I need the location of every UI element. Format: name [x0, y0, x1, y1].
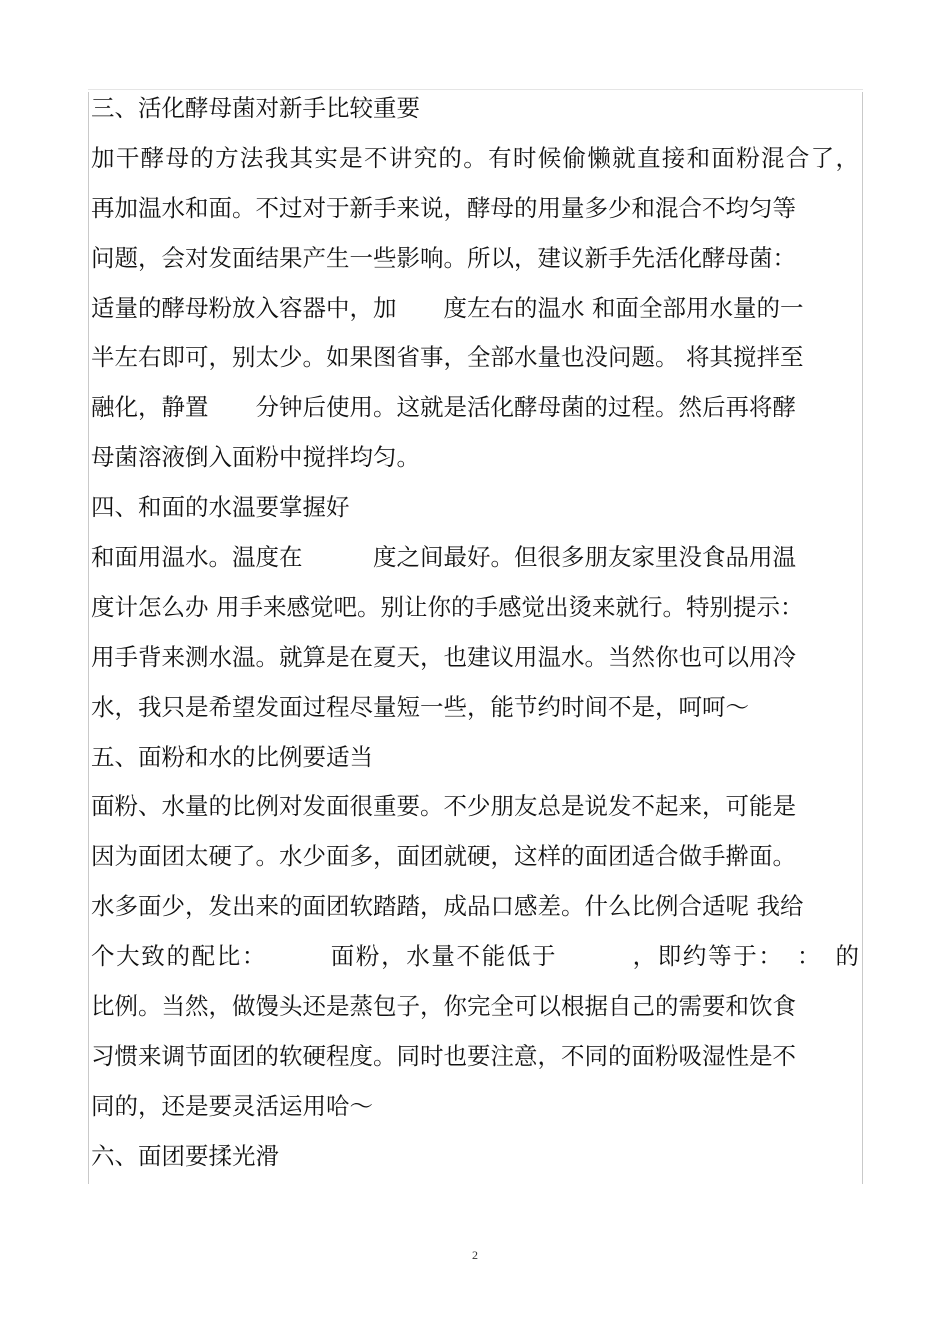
paragraph-line: 融化，静置 分钟后使用。这就是活化酵母菌的过程。然后再将酵: [91, 393, 796, 422]
paragraph-line: 因为面团太硬了。水少面多，面团就硬，这样的面团适合做手擀面。: [91, 842, 796, 871]
paragraph-line: 水，我只是希望发面过程尽量短一些，能节约时间不是，呵呵～: [91, 692, 749, 721]
paragraph-line: 再加温水和面。不过对于新手来说，酵母的用量多少和混合不均匀等: [91, 193, 796, 222]
heading-section-6: 六、面团要揉光滑: [91, 1141, 279, 1170]
paragraph-line: 个大致的配比： 面粉，水量不能低于 ，即约等于： ： 的: [91, 942, 861, 971]
paragraph-line: 习惯来调节面团的软硬程度。同时也要注意，不同的面粉吸湿性是不: [91, 1041, 796, 1070]
page-number: 2: [472, 1248, 478, 1262]
paragraph-line: 母菌溶液倒入面粉中搅拌均匀。: [91, 443, 420, 472]
paragraph-line: 度计怎么办 用手来感觉吧。别让你的手感觉出烫来就行。特别提示：: [91, 592, 804, 621]
document-body: [91, 84, 859, 1182]
heading-section-5: 五、面粉和水的比例要适当: [91, 742, 373, 771]
paragraph-line: 面粉、水量的比例对发面很重要。不少朋友总是说发不起来，可能是: [91, 792, 796, 821]
heading-section-4: 四、和面的水温要掌握好: [91, 493, 350, 522]
paragraph-line: 适量的酵母粉放入容器中，加 度左右的温水 和面全部用水量的一: [91, 293, 804, 322]
paragraph-line: 问题，会对发面结果产生一些影响。所以，建议新手先活化酵母菌：: [91, 243, 796, 272]
paragraph-line: 加干酵母的方法我其实是不讲究的。有时候偷懒就直接和面粉混合了，: [91, 143, 861, 172]
paragraph-line: 半左右即可，别太少。如果图省事，全部水量也没问题。 将其搅拌至: [91, 343, 804, 372]
paragraph-line: 同的，还是要灵活运用哈～: [91, 1091, 373, 1120]
paragraph-line: 和面用温水。温度在 度之间最好。但很多朋友家里没食品用温: [91, 543, 796, 572]
heading-section-3: 三、活化酵母菌对新手比较重要: [91, 94, 420, 122]
paragraph-line: 水多面少，发出来的面团软踏踏，成品口感差。什么比例合适呢 我给: [91, 892, 804, 921]
paragraph-line: 用手背来测水温。就算是在夏天，也建议用温水。当然你也可以用冷: [91, 642, 796, 671]
paragraph-line: 比例。当然，做馒头还是蒸包子，你完全可以根据自己的需要和饮食: [91, 992, 796, 1021]
